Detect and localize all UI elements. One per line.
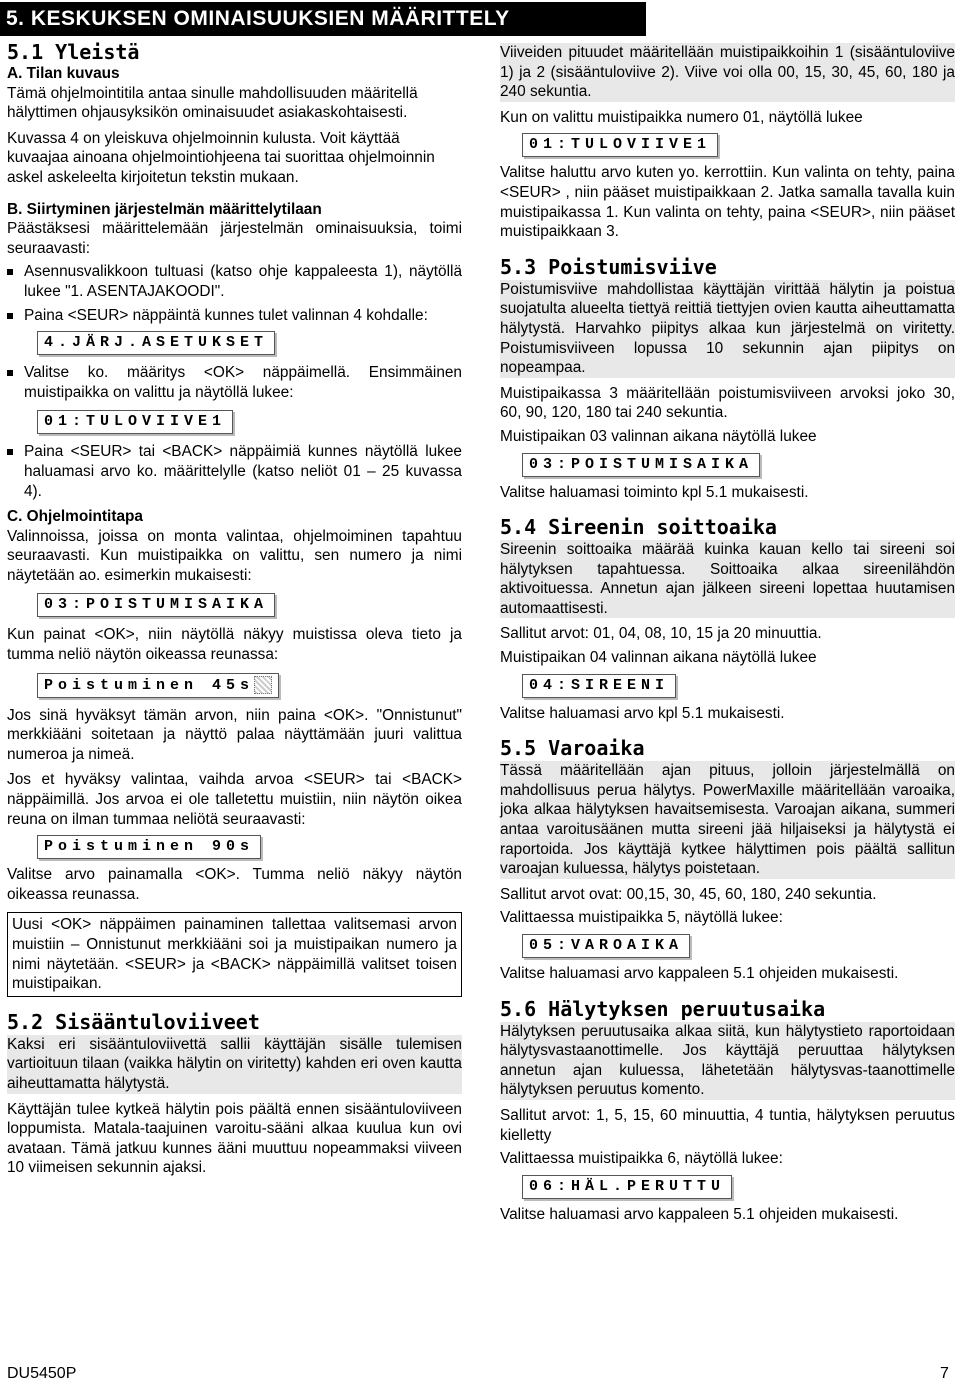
section-a-title: A. Tilan kuvaus — [7, 65, 120, 82]
chapter-title: 5. KESKUKSEN OMINAISUUKSIEN MÄÄRITTELY — [0, 2, 646, 36]
section-c-paragraph-3: Jos sinä hyväksyt tämän arvon, niin paina <OK>. "Onnistunut" merkkiääni soitetaan ja näyttö palaa näyttämään juuri valittua numeroa ja nimeä. — [7, 706, 462, 763]
section-a-paragraph-2: Kuvassa 4 on yleiskuva ohjelmoinnin kulusta. Voit käyttää kuvaajaa ainoana ohjelmointiohjeena tai suorittaa ohjelmoinnin askel askeleelta kirjoitetun tekstin mukaan. — [7, 129, 435, 186]
section-5-1-title: 5.1 Yleistä — [7, 40, 140, 64]
section-5-2-paragraph-1: Kaksi eri sisääntuloviivettä sallii käyttäjän sisälle tulemisen vartioituun tilaan (vaikka hälytin on viritetty) kahden eri oven kautta aiheuttamatta hälytystä. — [7, 1035, 462, 1092]
footer-document-id: DU5450P — [7, 1365, 77, 1382]
section-b-title: B. Siirtyminen järjestelmän määrittelytilaan — [7, 200, 322, 218]
lcd-display: 03:POISTUMISAIKA — [37, 593, 275, 617]
section-5-6-title: 5.6 Hälytyksen peruutusaika — [500, 996, 826, 1021]
section-5-6-paragraph-3: Valittaessa muistipaikka 6, näytöllä lukee: — [500, 1150, 783, 1168]
section-c-paragraph-4: Jos et hyväksy valintaa, vaihda arvoa <SEUR> tai <BACK> näppäimillä. Jos arvoa ei ole talletettu muistiin, niin näytön oikea reuna on ilman tummaa neliötä seuraavasti: — [7, 771, 462, 828]
section-5-5-title: 5.5 Varoaika — [500, 736, 645, 761]
section-5-6-paragraph-2: Sallitut arvot: 1, 5, 15, 60 minuuttia, 4 tuntia, hälytyksen peruutus kielletty — [500, 1106, 955, 1144]
section-5-5-paragraph-1: Tässä määritellään ajan pituus, jolloin järjestelmällä on mahdollisuus perua hälytys. PowerMaxille määritellään varoaika, joka alkaa hälytyksen havaitsemisesta. Varoajan aikana, summeri antaa varoitusäänen mutta sireeni jää hiljaiseksi ja hälytystä ei raportoida. Jos käyttäjä kytkee hälyttimen pois päältä sallitun varoajan kuluessa, hälytys poistetaan. — [500, 762, 955, 878]
lcd-display: 01:TULOVIIVE1 — [522, 133, 718, 157]
section-5-6-paragraph-4: Valitse haluamasi arvo kappaleen 5.1 ohjeiden mukaisesti. — [500, 1205, 899, 1223]
section-5-3-title: 5.3 Poistumisviive — [500, 254, 717, 279]
section-b-paragraph-1: Päästäksesi määrittelemään järjestelmän ominaisuuksia, toimi seuraavasti: — [7, 220, 462, 257]
list-item: Valitse ko. määritys <OK> näppäimellä. Ensimmäinen muistipaikka on valittu ja näytöllä lukee: — [7, 363, 462, 402]
lcd-display: Poistuminen 90s — [37, 835, 261, 859]
section-5-3-paragraph-1: Poistumisviive mahdollistaa käyttäjän virittää hälytin ja poistua suojatulta alueelta tiettyä reittiä tiettyjen ovien kautta aiheuttamatta hälytystä. Harvahko piipitys alkaa kun järjestelmä on viritetty. Poistumisviiveen lopussa 10 sekunnin ajan piipitys on nopeampaa. — [500, 280, 955, 377]
lcd-display: 01:TULOVIIVE1 — [37, 410, 233, 434]
section-5-4-paragraph-2: Sallitut arvot: 01, 04, 08, 10, 15 ja 20 minuuttia. — [500, 625, 822, 643]
lcd-display: 05:VAROAIKA — [522, 934, 690, 958]
section-c-paragraph-2: Kun painat <OK>, niin näytöllä näkyy muistissa oleva tieto ja tumma neliö näytön oikeassa reunassa: — [7, 626, 462, 664]
section-5-5-paragraph-3: Valittaessa muistipaikka 5, näytöllä lukee: — [500, 909, 783, 927]
list-item: Paina <SEUR> tai <BACK> näppäimiä kunnes näytöllä lukee haluamasi arvo ko. määrittelylle (katso neliöt 01 – 25 kuvassa 4). — [7, 442, 462, 501]
section-5-3-paragraph-2: Muistipaikassa 3 määritellään poistumisviiveen arvoksi joko 30, 60, 90, 120, 180 tai 240 sekuntia. — [500, 384, 955, 422]
section-5-2-paragraph-4: Kun on valittu muistipaikka numero 01, näytöllä lukee — [500, 108, 863, 126]
section-5-6-paragraph-1: Hälytyksen peruutusaika alkaa siitä, kun hälytystieto raportoidaan hälytysvastaanottimelle. Jos käyttäjä peruuttaa hälytyksen annetun ajan kuluessa, lähetetään hälytysvas-taanottimelle hälytyksen peruutus komento. — [500, 1022, 955, 1099]
bullet-icon — [7, 449, 13, 455]
section-5-4-title: 5.4 Sireenin soittoaika — [500, 515, 777, 540]
section-5-4-paragraph-1: Sireenin soittoaika määrää kuinka kauan kello tai sireeni soi hälytyksen tapahtuessa. Soittoaika alkaa sireenilähdön aktivoituessa. Annetun ajan jälkeen sireeni lopettaa huutamisen automaattisesti. — [500, 541, 955, 617]
section-c-paragraph-5: Valitse arvo painamalla <OK>. Tumma neliö näkyy näytön oikeassa reunassa. — [7, 866, 462, 903]
section-5-4-paragraph-4: Valitse haluamasi arvo kpl 5.1 mukaisesti. — [500, 704, 785, 722]
lcd-display: 06:HÄL.PERUTTU — [522, 1175, 732, 1199]
section-c-title: C. Ohjelmointitapa — [7, 508, 143, 526]
section-c-paragraph-1: Valinnoissa, joissa on monta valintaa, ohjelmoiminen tapahtuu seuraavasti. Kun muistipaikka on valittu, sen numero ja nimi näytetään ao. esimerkin mukaisesti: — [7, 527, 462, 584]
lcd-display: 4.JÄRJ.ASETUKSET — [37, 331, 275, 355]
section-5-3-paragraph-3: Muistipaikan 03 valinnan aikana näytöllä lukee — [500, 427, 817, 445]
section-5-2-paragraph-2: Käyttäjän tulee kytkeä hälytin pois päältä ennen sisääntuloviiveen loppumista. Matala-taajuinen varoitu-sääni alkaa kuulua kun ovi avataan. Tämä jatkuu kunnes ääni muuttuu nopeammaksi viiveen 10 viimeisen sekunnin ajaksi. — [7, 1100, 462, 1177]
section-5-2-title: 5.2 Sisääntuloviiveet — [7, 1009, 260, 1034]
section-5-2-paragraph-3: Viiveiden pituudet määritellään muistipaikkoihin 1 (sisääntuloviive 1) ja 2 (sisääntuloviive 2). Viive voi olla 00, 15, 30, 45, 60, 180 ja 240 sekuntia. — [500, 44, 955, 101]
footer-page-number: 7 — [940, 1365, 949, 1382]
section-5-5-paragraph-4: Valitse haluamasi arvo kappaleen 5.1 ohjeiden mukaisesti. — [500, 965, 899, 982]
dark-square-cursor-icon — [254, 676, 272, 694]
lcd-display: Poistuminen 45s — [37, 673, 279, 698]
bullet-icon — [7, 313, 13, 319]
section-5-2-paragraph-5: Valitse haluttu arvo kuten yo. kerrottiin. Kun valinta on tehty, paina <SEUR> , niin pääset muistipaikkaan 2. Jatka samalla tavalla kuin muistipaikassa 1. Kun valinta on tehty, paina <SEUR>, niin pääset muistipaikkaan 3. — [500, 164, 955, 241]
bullet-icon — [7, 370, 13, 376]
section-a-paragraph-1: Tämä ohjelmointitila antaa sinulle mahdollisuuden määritellä hälyttimen ohjausyksikön ominaisuudet asiakaskohtaisesti. — [7, 84, 418, 122]
section-5-3-paragraph-4: Valitse haluamasi toiminto kpl 5.1 mukaisesti. — [500, 483, 809, 501]
lcd-display: 03:POISTUMISAIKA — [522, 453, 760, 477]
note-box: Uusi <OK> näppäimen painaminen tallettaa valitsemasi arvon muistiin – Onnistunut merkkiääni soi ja muistipaikan numero ja nimi näytetään. <SEUR> ja <BACK> näppäimillä valitset toisen muistipaikan. — [7, 912, 462, 996]
list-item: Asennusvalikkoon tultuasi (katso ohje kappaleesta 1), näytöllä lukee "1. ASENTAJAKOODI". — [7, 262, 462, 301]
bullet-icon — [7, 269, 13, 275]
list-item: Paina <SEUR> näppäintä kunnes tulet valinnan 4 kohdalle: — [7, 306, 462, 326]
section-5-4-paragraph-3: Muistipaikan 04 valinnan aikana näytöllä lukee — [500, 649, 817, 667]
lcd-display: 04:SIREENI — [522, 674, 676, 698]
section-5-5-paragraph-2: Sallitut arvot ovat: 00,15, 30, 45, 60, 180, 240 sekuntia. — [500, 885, 877, 903]
